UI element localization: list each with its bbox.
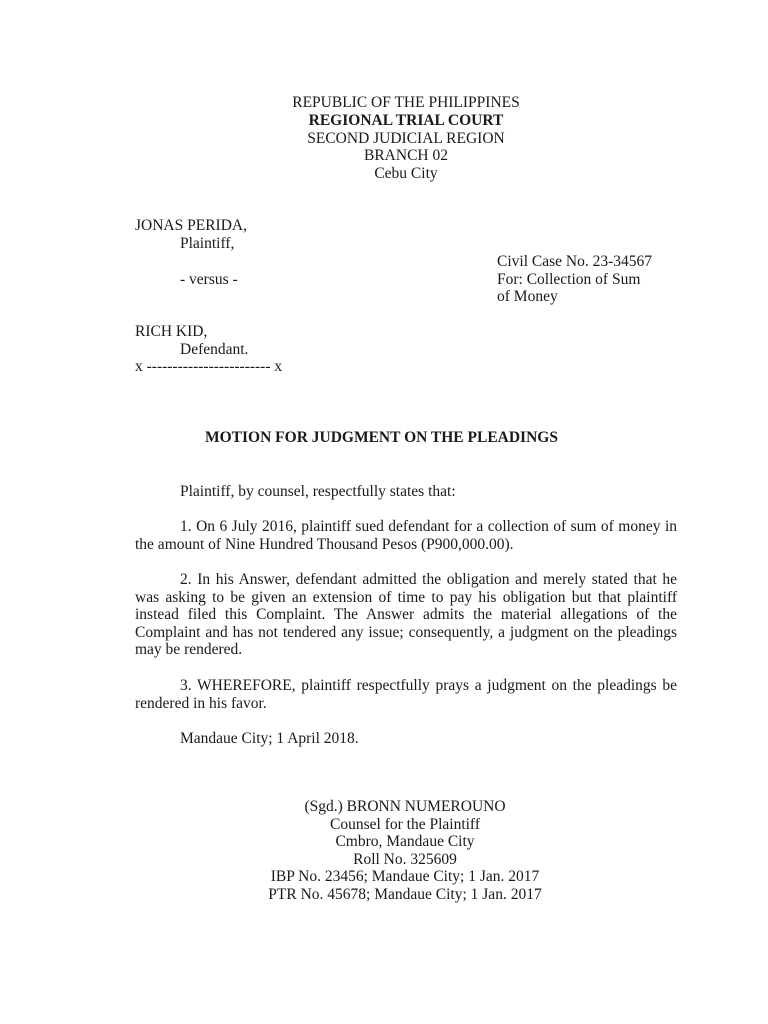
paragraph-1-text: 1. On 6 July 2016, plaintiff sued defendant for a collection of sum of money in the amount of Nine Hundred Thousand Pesos (P900,000.00). xyxy=(135,518,677,553)
caption-republic: REPUBLIC OF THE PHILIPPINES xyxy=(292,94,520,111)
case-nature-line1: For: Collection of Sum xyxy=(497,271,641,288)
defendant-role: Defendant. xyxy=(180,341,249,358)
plaintiff-name: JONAS PERIDA, xyxy=(135,217,247,234)
caption-branch: BRANCH 02 xyxy=(364,147,448,164)
counsel-address: Cmbro, Mandaue City xyxy=(335,833,475,851)
paragraph-2-text: 2. In his Answer, defendant admitted the obligation and merely stated that he was asking to be given an extension of time to pay his obligation but that plaintiff instead filed this Complaint. The Answer admits the material allegations of the Complaint and has not tendered any issue; consequently, a judgment on the pleadings may be rendered. xyxy=(135,571,677,659)
counsel-name: (Sgd.) BRONN NUMEROUNO xyxy=(304,798,506,815)
paragraph-2 xyxy=(135,571,677,659)
defendant-name: RICH KID, xyxy=(135,323,208,340)
caption-court: REGIONAL TRIAL COURT xyxy=(308,112,504,129)
document-title: MOTION FOR JUDGMENT ON THE PLEADINGS xyxy=(205,429,558,446)
counsel-role: Counsel for the Plaintiff xyxy=(330,815,480,833)
counsel-ibp-number: IBP No. 23456; Mandaue City; 1 Jan. 2017 xyxy=(270,868,540,886)
date-place: Mandaue City; 1 April 2018. xyxy=(180,730,359,747)
paragraph-3-text: 3. WHEREFORE, plaintiff respectfully prays a judgment on the pleadings be rendered in his favor. xyxy=(135,677,677,712)
caption-region: SECOND JUDICIAL REGION xyxy=(307,130,505,147)
paragraph-3 xyxy=(135,677,677,712)
paragraph-1 xyxy=(135,518,677,553)
counsel-roll-number: Roll No. 325609 xyxy=(353,850,457,868)
signature-block xyxy=(200,798,610,904)
caption-city: Cebu City xyxy=(374,165,438,182)
counsel-ptr-number: PTR No. 45678; Mandaue City; 1 Jan. 2017 xyxy=(268,885,542,903)
plaintiff-role: Plaintiff, xyxy=(180,235,235,252)
caption-separator: x ------------------------ x xyxy=(135,358,283,375)
versus-label: - versus - xyxy=(180,271,238,288)
body-intro: Plaintiff, by counsel, respectfully states that: xyxy=(180,483,456,500)
case-nature-line2: of Money xyxy=(497,288,558,305)
case-number: Civil Case No. 23-34567 xyxy=(497,253,652,270)
